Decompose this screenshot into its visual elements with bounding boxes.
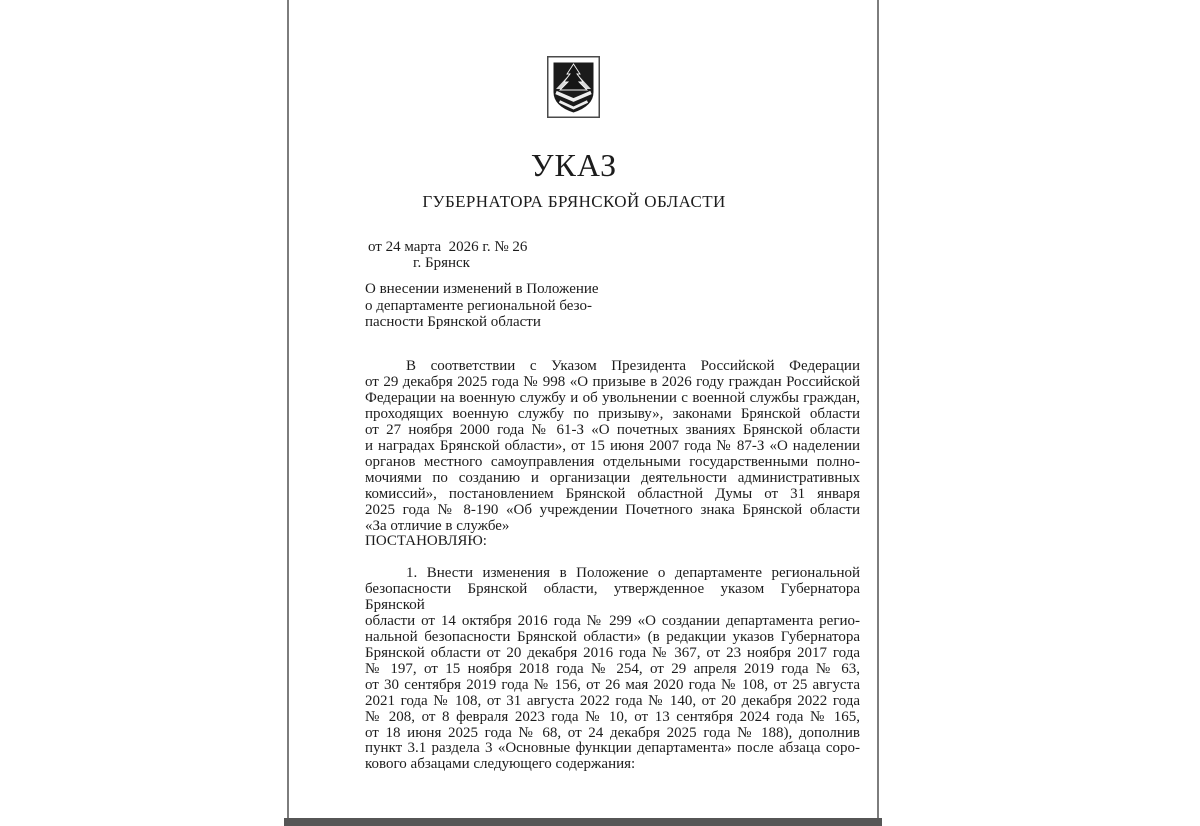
body-line: кового абзацами следующего содержания: <box>365 756 636 773</box>
body-line: 1. Внести изменения в Положение о департаменте региональной <box>406 565 860 581</box>
body-line: В соответствии с Указом Президента Российской Федерации <box>406 358 860 374</box>
subject-block <box>365 281 630 331</box>
body-line: органов местного самоуправления отдельными государственными полно- <box>365 453 860 470</box>
body-line: 2025 года № 8-190 «Об учреждении Почетного знака Брянской области <box>365 501 860 518</box>
body-line: нальной безопасности Брянской области» (в редакции указов Губернатора <box>365 628 860 645</box>
subject-line: о департаменте региональной безо- <box>365 297 592 314</box>
body-line: № 208, от 8 февраля 2023 года № 10, от 13 сентября 2024 года № 165, <box>365 708 860 725</box>
body-line: от 27 ноября 2000 года № 61-З «О почетных званиях Брянской области <box>365 421 860 438</box>
document-title: УКАЗ <box>530 147 618 183</box>
document-subtitle: ГУБЕРНАТОРА БРЯНСКОЙ ОБЛАСТИ <box>422 192 726 211</box>
city-line: г. Брянск <box>413 255 470 271</box>
body-line: от 29 декабря 2025 года № 998 «О призыве в 2026 году граждан Российской <box>365 373 860 390</box>
body-line: от 30 сентября 2019 года № 156, от 26 мая 2020 года № 108, от 25 августа <box>365 676 860 693</box>
body-line: № 197, от 15 ноября 2018 года № 254, от 29 апреля 2019 года № 63, <box>365 660 860 677</box>
body-line: проходящих военную службу по призыву», законами Брянской области <box>365 405 860 422</box>
body-line: Федерации на военную службу и об увольнении с военной службы граждан, <box>365 389 860 406</box>
body-paragraph-1 <box>365 359 860 550</box>
body-line: области от 14 октября 2016 года № 299 «О создании департамента регио- <box>365 612 860 629</box>
body-line: мочиями по созданию и организации деятельности административных <box>365 469 860 486</box>
date-number-line: от 24 марта 2026 г. № 26 <box>368 239 528 255</box>
subject-line: О внесении изменений в Положение <box>365 281 599 297</box>
body-line: от 18 июня 2025 года № 68, от 24 декабря 2025 года № 188), дополнив <box>365 724 860 741</box>
body-line: и наградах Брянской области», от 15 июня 2007 года № 87-З «О наделении <box>365 437 860 454</box>
body-line: 2021 года № 108, от 31 августа 2022 года № 140, от 20 декабря 2022 года <box>365 692 860 709</box>
coat-of-arms-icon <box>547 56 600 118</box>
subject-line: пасности Брянской области <box>365 314 541 330</box>
body-line: комиссий», постановлением Брянской областной Думы от 31 января <box>365 485 860 502</box>
body-paragraph-2 <box>365 566 860 773</box>
body-line: ПОСТАНОВЛЯЮ: <box>365 533 487 550</box>
body-line: «За отличие в службе» <box>365 517 510 534</box>
body-line: Брянской области от 20 декабря 2016 года № 367, от 23 ноября 2017 года <box>365 644 860 661</box>
body-line: пункт 3.1 раздела 3 «Основные функции департамента» после абзаца соро- <box>365 740 860 757</box>
page-bottom-edge <box>284 818 882 826</box>
document-page <box>287 0 879 818</box>
body-line: безопасности Брянской области, утвержденное указом Губернатора Брянской <box>365 580 860 613</box>
